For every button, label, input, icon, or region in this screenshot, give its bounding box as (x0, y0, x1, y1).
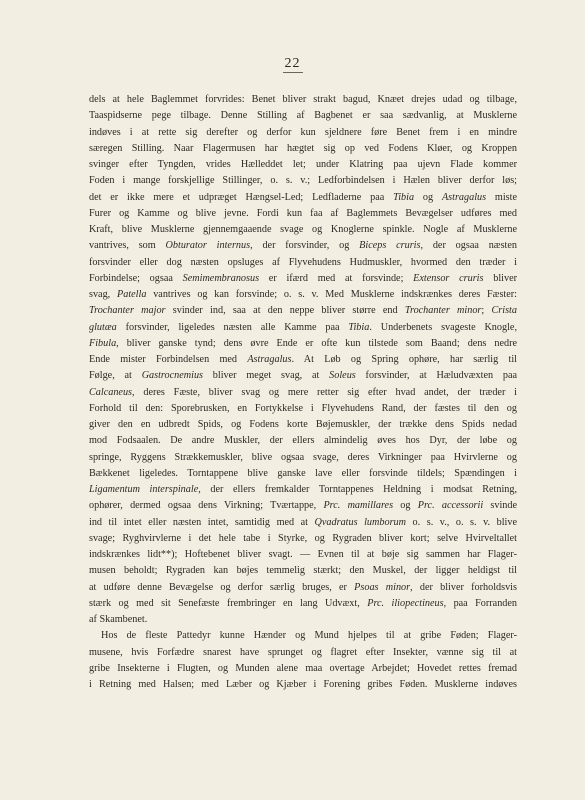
text-run: Bækkenet ligeledes. Torntappene blive ganske lave eller forsvinde tildels; Spændingen i (89, 467, 517, 479)
text-run: bliver meget svag, at (203, 370, 330, 382)
italic-term: Patella (117, 289, 147, 300)
italic-term: Trochanter minor (404, 305, 482, 317)
text-line (89, 108, 517, 124)
text-line (89, 206, 517, 222)
text-run: musen beholdt; Rygraden kan bøjes temmelig stærkt; den Muskel, der ligger heldigst til (89, 565, 517, 577)
page-number (0, 56, 585, 73)
italic-term: Tibia (393, 191, 415, 203)
italic-term: Qvadratus lumborum (314, 516, 406, 528)
text-run: , paa Forranden (443, 597, 517, 609)
italic-term: Crista (491, 305, 517, 317)
text-line (89, 287, 517, 303)
text-run: o. s. v., o. s. v. blive (406, 516, 517, 528)
italic-term: Extensor cruris (413, 272, 484, 284)
text-line (89, 352, 517, 368)
text-line (89, 547, 517, 563)
text-run: ind til intet eller næsten intet, samtidig med at (89, 516, 315, 528)
text-line (89, 466, 517, 482)
body-text (89, 92, 517, 693)
text-run: Furer og Kamme og blive jevne. Fordi kun faa af Baglemmets Bevægelser udføres med (89, 207, 517, 219)
text-line (89, 336, 517, 352)
text-line (89, 661, 517, 677)
italic-term: Prc. mamillares (323, 500, 394, 512)
text-run: særegen Stilling. Naar Flagermusen har hægtet sig op ved Fodens Kløer, og Kroppen (89, 142, 517, 154)
text-run: springe, Ryggens Strækkemuskler, blive ogsaa svage, deres Virkninger paa Hvirvlerne og (89, 451, 517, 463)
text-line (89, 401, 517, 417)
italic-term: Trochanter major (89, 305, 166, 317)
italic-term: Prc. iliopectineus (367, 597, 444, 609)
text-run: af Skambenet. (89, 614, 148, 625)
italic-term: Astragalus (441, 191, 487, 203)
text-run: er ifærd med at forsvinde; (259, 272, 414, 284)
text-line (89, 303, 517, 319)
text-line (89, 580, 517, 596)
text-run: Ende mister Forbindelsen med (89, 354, 248, 365)
text-run: indøves i at rette sig derefter og derfor kun sjeldnere føre Benet frem i en mindre (89, 126, 517, 138)
text-run: Taaspidserne pege tilbage. Denne Stilling af Bagbenet er saa sædvanlig, at Musklerne (89, 110, 517, 122)
text-line (89, 677, 517, 693)
page-number-text: 22 (284, 56, 301, 71)
text-run: mod Fodsaalen. De andre Muskler, der ellers almindelig øves hos Dyr, der løbe og (89, 435, 517, 447)
italic-term: glutæa (89, 321, 117, 333)
text-line (89, 612, 517, 628)
text-line (89, 238, 517, 254)
text-line (89, 141, 517, 157)
text-run: ; (481, 305, 492, 317)
text-run: svage; Ryghvirvlerne i det hele tabe i Styrke, og Rygraden bliver kort; selve Hvirveltallet (89, 532, 517, 544)
text-line (89, 385, 517, 401)
text-line (89, 125, 517, 141)
text-line (89, 433, 517, 449)
italic-term: Calcaneus (89, 386, 133, 398)
italic-term: Tibia (348, 321, 370, 333)
text-line (89, 320, 517, 336)
text-run: at udføre denne Bevægelse og derfor særlig bruges, er (89, 581, 355, 593)
italic-term: Obturator internus (165, 240, 251, 252)
text-run: , der bliver forholdsvis (410, 581, 517, 593)
text-run: , der ellers fremkalder Torntappenes Heldning i modsat Retning, (198, 484, 517, 495)
text-run: bliver (483, 272, 517, 284)
text-run: vantrives, som (89, 240, 166, 252)
text-run: svag, (89, 289, 117, 300)
text-run: Forhold til den: Sporebrusken, en Fortykkelse i Flyvehudens Rand, der fæstes til den og (89, 402, 517, 414)
text-run: i Retning med Halsen; med Læber og Kjæber i Forening gribes Føden. Musklerne indøves (89, 679, 517, 690)
text-line (89, 417, 517, 433)
text-line (89, 271, 517, 287)
text-line (89, 498, 517, 514)
text-run: Følge, at (89, 370, 142, 382)
text-run: , der ogsaa næsten (420, 240, 517, 252)
text-run: , bliver ganske tynd; dens øvre Ende er ofte kun tilstede som Baand; dens nedre (116, 337, 517, 349)
text-line (89, 628, 517, 644)
text-line (89, 596, 517, 612)
text-run: gribe Insekterne i Flugten, og Munden alene maa overtage Arbejdet; Hovedet rettes fremad (89, 662, 517, 674)
italic-term: Ligamentum interspinale (89, 484, 199, 495)
italic-term: Gastrocnemius (141, 370, 203, 382)
italic-term: Psoas minor (354, 581, 411, 593)
text-run: . Underbenets svageste Knogle, (369, 321, 517, 333)
italic-term: Fibula (89, 337, 117, 349)
text-line (89, 515, 517, 531)
text-run: Kraft, blive Musklerne gjennemgaaende svage og Knoglerne spinkle. Nogle af Musklerne (89, 224, 517, 235)
text-run: vantrives og kan forsvinde; o. s. v. Med Musklerne indskrænkes deres Fæster: (146, 289, 517, 300)
text-line (89, 222, 517, 238)
text-run: forsvinder, at Hæludvæxten paa (355, 370, 517, 382)
text-line (89, 255, 517, 271)
text-run: Hos de fleste Pattedyr kunne Hænder og Mund hjelpes til at gribe Føden; Flager- (101, 630, 517, 642)
italic-term: Soleus (329, 370, 356, 382)
text-line (89, 92, 517, 108)
text-line (89, 450, 517, 466)
text-run: stærk og med sit Senefæste frembringer en lang Udvæxt, (89, 597, 368, 609)
italic-term: Prc. accessorii (417, 500, 484, 512)
text-run: ophører, dermed ogsaa dens Virkning; Tværtappe, (89, 500, 324, 512)
text-run: Foden i mange forskjellige Stillinger, o. s. v.; Ledforbindelsen i Hælen bliver derfor løs; (89, 175, 517, 187)
text-run: dels at hele Baglemmet forvrides: Benet bliver strakt bagud, Knæet drejes udad og tilbage, (89, 94, 517, 105)
italic-term: Biceps cruris (359, 240, 421, 252)
text-line (89, 173, 517, 189)
text-run: miste (486, 191, 517, 203)
text-line (89, 531, 517, 547)
text-run: forsvinder, ligeledes næsten alle Kamme paa (116, 321, 349, 333)
text-line (89, 645, 517, 661)
text-run: svinder ind, saa at den neppe bliver større end (165, 305, 405, 317)
text-run: giver den en udbredt Spids, og Fodens korte Bøjemuskler, der trække dens Spids nedad (89, 419, 517, 430)
text-run: og (414, 191, 442, 203)
italic-term: Semimembranosus (182, 272, 260, 284)
text-line (89, 563, 517, 579)
text-line (89, 157, 517, 173)
text-run: svinde (483, 500, 517, 512)
text-run: Forbindelse; ogsaa (89, 272, 183, 284)
text-line (89, 482, 517, 498)
text-line (89, 190, 517, 206)
text-run: svinger efter Tyngden, vrides Hælleddet let; under Klatring paa ujevn Flade kommer (89, 159, 517, 170)
text-run: , der forsvinder, og (250, 240, 360, 252)
text-run: indskrænkes lidt**); Hoftebenet bliver svagt. — Evnen til at bøje sig sammen har Flager- (89, 549, 517, 560)
text-run: . At Løb og Spring ophøre, har særlig til (291, 354, 517, 365)
text-run: det er ikke mere et udpræget Hængsel-Led; Ledfladerne paa (89, 191, 394, 203)
italic-term: Astragalus (247, 354, 292, 365)
text-run: , deres Fæste, bliver svag og mere retter sig efter hvad andet, der træder i (132, 386, 517, 398)
text-run: forsvinder eller dog næsten opsluges af Flyvehudens Hudmuskler, hvormed den træder i (89, 256, 517, 268)
text-run: og (393, 500, 418, 512)
text-run: musene, hvis Forfædre snarest have sprunget og flagret efter Insekter, vænne sig til at (89, 646, 517, 658)
text-line (89, 368, 517, 384)
